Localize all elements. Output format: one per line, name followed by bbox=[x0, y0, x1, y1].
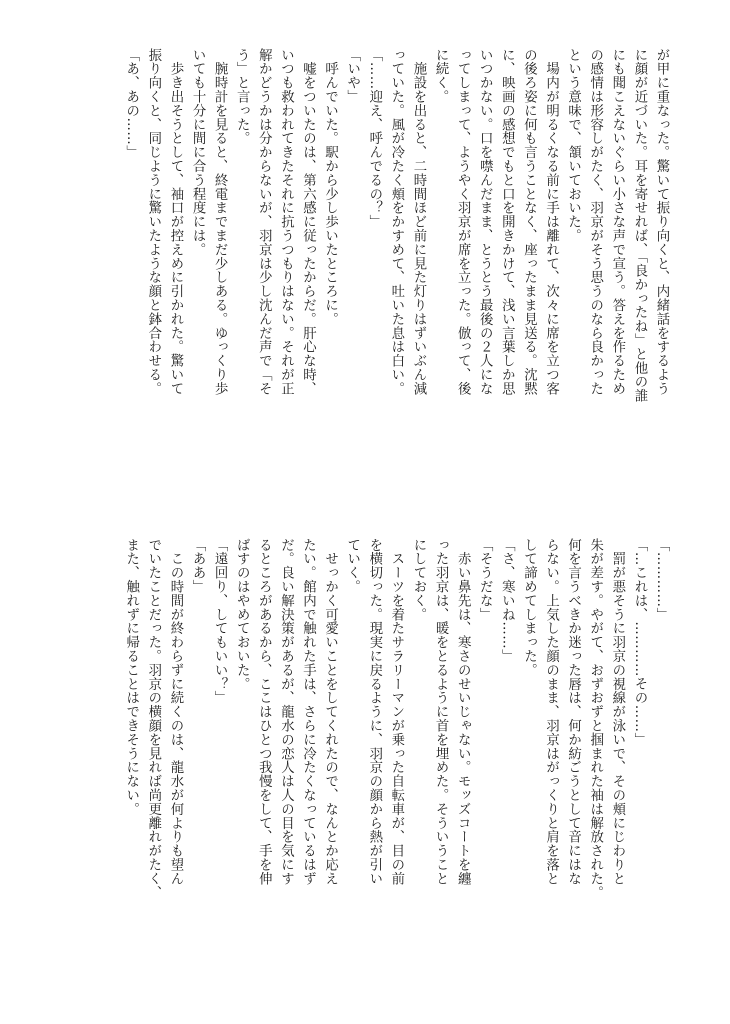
text-line: 「…これは、…………その……」 bbox=[631, 538, 647, 747]
text-line: を横切った。現実に戻るように、羽京の顔から熱が引い bbox=[366, 538, 382, 886]
text-line: に続く。 bbox=[433, 48, 449, 104]
text-line: ていく。 bbox=[344, 538, 360, 594]
text-line: 何を言うべきか迷った唇は、何か紡ごうとして音にはな bbox=[565, 538, 581, 886]
text-line: 施設を出ると、二時間ほど前に見た灯りはずいぶん減 bbox=[410, 48, 426, 396]
text-line: 赤い鼻先は、寒さのせいじゃない。モッズコートを纏 bbox=[455, 538, 471, 886]
text-line: 「ああ」 bbox=[190, 538, 206, 594]
text-line: たい。館内で触れた手は、さらに冷たくなっているはず bbox=[300, 538, 316, 886]
text-line: 「いや」 bbox=[344, 48, 360, 104]
text-line: らない。上気した顔のまま、羽京はがっくりと肩を落と bbox=[543, 538, 559, 886]
text-line: ばすのはやめておいた。 bbox=[234, 538, 250, 691]
text-line: 呼んでいた。駅から少し歩いたところに。 bbox=[322, 48, 338, 326]
text-line: に顔が近づいた。耳を寄せれば、「良かったね」と他の誰 bbox=[631, 48, 647, 403]
text-line: 振り向くと、同じように驚いたような顔と鉢合わせる。 bbox=[145, 48, 161, 396]
text-line: が甲に重なった。驚いて振り向くと、内緒話をするよう bbox=[654, 48, 669, 396]
text-line: 「遠回り、してもいい？」 bbox=[212, 538, 228, 705]
text-line: 歩き出そうとして、袖口が控えめに引かれた。驚いて bbox=[167, 48, 183, 396]
text-line: にも聞こえないぐらい小さな声で宣う。答えを作るため bbox=[609, 48, 625, 396]
text-line: して諦めてしまった。 bbox=[521, 538, 537, 677]
text-line: 罰が悪そうに羽京の視線が泳いで、その頬にじわりと bbox=[609, 538, 625, 886]
text-line: いても十分に間に合う程度には。 bbox=[190, 48, 206, 257]
text-line: 場内が明るくなる前に手は離れて、次々に席を立つ客 bbox=[543, 48, 559, 396]
text-line: に、映画の感想でもと口を開きかけて、浅い言葉しか思 bbox=[499, 48, 515, 396]
text-line: ってしまって、ようやく羽京が席を立った。倣って、後 bbox=[455, 48, 471, 396]
text-block-top bbox=[52, 48, 672, 476]
text-line: の感情は形容しがたく、羽京がそう思うのなら良かった bbox=[587, 48, 603, 396]
text-line: 解かどうかは分からないが、羽京は少し沈んだ声で「そ bbox=[256, 48, 272, 396]
text-line: う」と言った。 bbox=[234, 48, 250, 146]
text-line: 嘘をついたのは、第六感に従ったからだ。肝心な時、 bbox=[300, 48, 316, 396]
text-line: この時間が終わらずに続くのは、龍水が何よりも望ん bbox=[167, 538, 183, 886]
text-line: にしておく。 bbox=[410, 538, 426, 622]
text-line: 「あ、あの……」 bbox=[123, 48, 139, 160]
text-line: った羽京は、暖をとるように首を埋めた。そういうこと bbox=[433, 538, 449, 886]
text-line: でいたことだった。羽京の横顔を見れば尚更離れがたく、 bbox=[145, 538, 161, 900]
text-line: いつかない。口を噤んだまま、とうとう最後の２人にな bbox=[477, 48, 493, 396]
text-line: だ。良い解決策があるが、龍水の恋人は人の目を気にす bbox=[278, 538, 294, 886]
text-line: 朱が差す。やがて、おずおずと掴まれた袖は解放された。 bbox=[587, 538, 603, 900]
text-line: るところがあるから、ここはひとつ我慢をして、手を伸 bbox=[256, 538, 272, 886]
text-line: の後ろ姿に何も言うことなく、座ったまま見送る。沈黙 bbox=[521, 48, 537, 396]
text-line: いつも救われてきたそれに抗うつもりはない。それが正 bbox=[278, 48, 294, 396]
text-line: という意味で、頷いておいた。 bbox=[565, 48, 581, 243]
text-line: 「そうだな」 bbox=[477, 538, 493, 622]
text-line: また、触れずに帰ることはできそうにない。 bbox=[123, 538, 139, 816]
text-line: 「…………」 bbox=[654, 538, 669, 622]
text-line: 「……迎え、呼んでるの？」 bbox=[366, 48, 382, 229]
text-line: 「さ、寒いね……」 bbox=[499, 538, 515, 664]
text-line: スーツを着たサラリーマンが乗った自転車が、目の前 bbox=[388, 538, 404, 886]
text-line: っていた。風が冷たく頬をかすめて、吐いた息は白い。 bbox=[388, 48, 404, 396]
text-block-bottom bbox=[52, 538, 672, 966]
text-line: 腕時計を見ると、終電までまだ少しある。ゆっくり歩 bbox=[212, 48, 228, 396]
text-line: せっかく可愛いことをしてくれたので、なんとか応え bbox=[322, 538, 338, 886]
